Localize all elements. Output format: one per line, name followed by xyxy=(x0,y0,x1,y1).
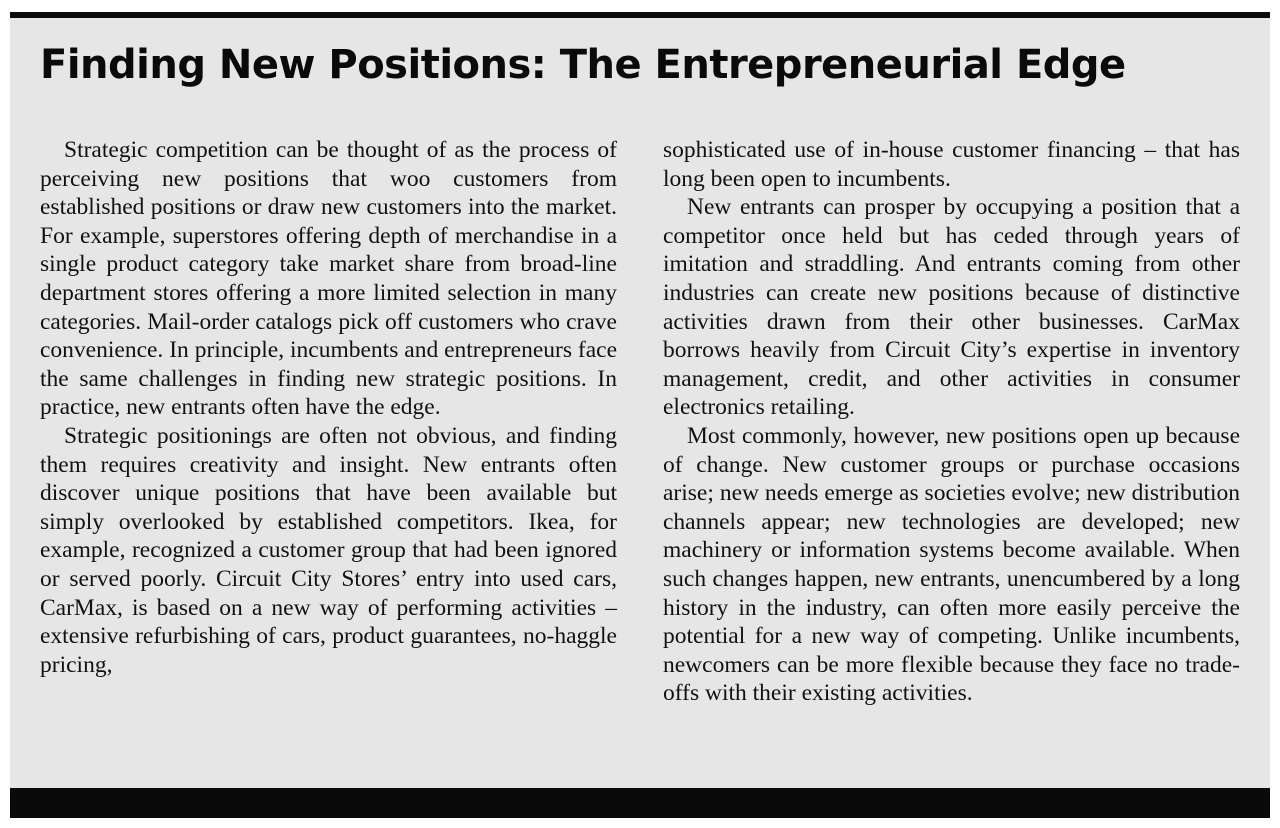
left-column xyxy=(40,136,617,679)
sidebar-box xyxy=(10,12,1270,818)
paragraph: Strategic positionings are often not obvious, and finding them requires creativity and insight. New entrants often discover unique positions that have been available but simply overlooked by established competitors. Ikea, for example, recognized a customer group that had been ignored or served poorly. Circuit City Stores’ entry into used cars, CarMax, is based on a new way of performing activities – extensive refurbishing of cars, product guarantees, no-haggle pricing, xyxy=(40,422,617,678)
bottom-rule xyxy=(10,788,1270,818)
paragraph-continuation: sophisticated use of in-house customer financing – that has long been open to incumbents. xyxy=(663,137,1240,192)
sidebar-title: Finding New Positions: The Entrepreneurial Edge xyxy=(40,42,1126,88)
right-column xyxy=(663,136,1240,708)
paragraph: Most commonly, however, new positions open up because of change. New customer groups or purchase occasions arise; new needs emerge as societies evolve; new distribution channels appear; new technologies are developed; new machinery or information systems become available. When such changes happen, new entrants, unencumbered by a long history in the industry, can often more easily perceive the potential for a new way of competing. Unlike incumbents, newcomers can be more flexible because they face no trade-offs with their existing activities. xyxy=(663,422,1240,707)
paragraph: New entrants can prosper by occupying a position that a competitor once held but has ceded through years of imitation and straddling. And entrants coming from other industries can create new positions because of distinctive activities drawn from their other businesses. CarMax borrows heavily from Circuit City’s expertise in inventory management, credit, and other activities in consumer electronics retailing. xyxy=(663,194,1240,421)
paragraph: Strategic competition can be thought of as the process of perceiving new positions that woo customers from established positions or draw new customers into the market. For example, superstores offering depth of merchandise in a single product category take market share from broad-line department stores offering a more limited selection in many categories. Mail-order catalogs pick off customers who crave convenience. In principle, incumbents and entrepreneurs face the same challenges in finding new strategic positions. In practice, new entrants often have the edge. xyxy=(40,137,617,421)
